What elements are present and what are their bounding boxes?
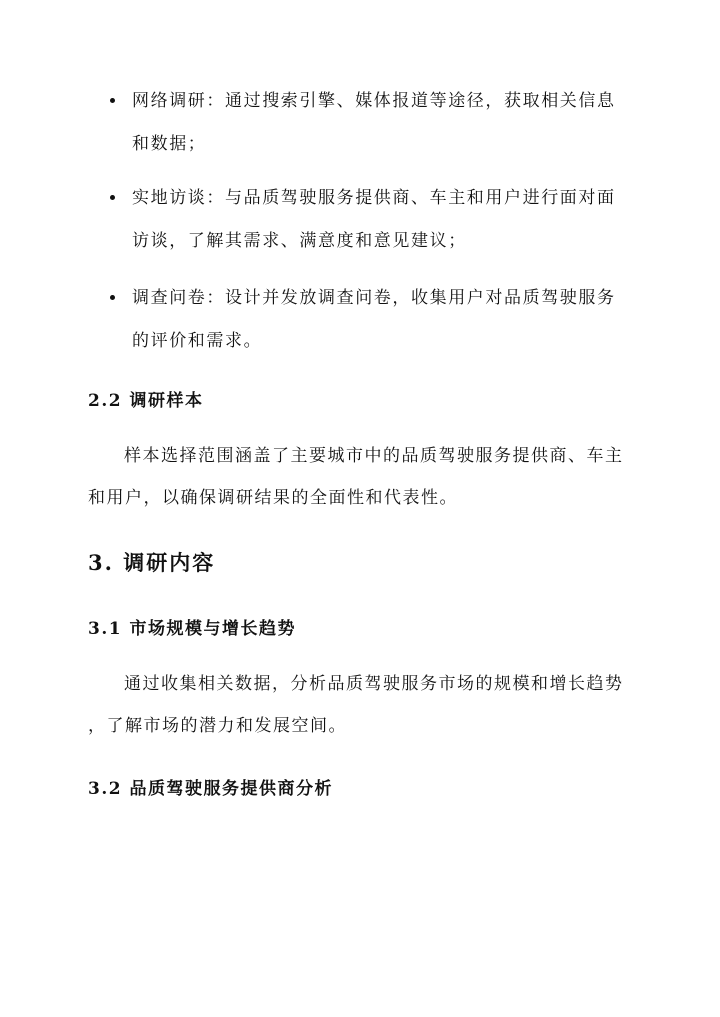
bullet-dot-icon bbox=[110, 295, 115, 300]
bullet-text-line-1: 网络调研：通过搜索引擎、媒体报道等途径，获取相关信息 bbox=[132, 91, 616, 111]
section-heading-3-1: 3.1 市场规模与增长趋势 bbox=[88, 619, 296, 639]
bullet-dot-icon bbox=[110, 98, 115, 103]
bullet-dot-icon bbox=[110, 195, 115, 200]
bullet-text-line-1: 调查问卷：设计并发放调查问卷，收集用户对品质驾驶服务 bbox=[132, 288, 616, 308]
paragraph-line: 样本选择范围涵盖了主要城市中的品质驾驶服务提供商、车主 bbox=[124, 446, 624, 466]
bullet-text-line-2: 的评价和需求。 bbox=[132, 331, 263, 351]
bullet-text-line-2: 和数据； bbox=[132, 134, 207, 154]
bullet-text-line-2: 访谈，了解其需求、满意度和意见建议； bbox=[132, 231, 467, 251]
paragraph-line: ，了解市场的潜力和发展空间。 bbox=[88, 716, 347, 736]
paragraph-line: 和用户，以确保调研结果的全面性和代表性。 bbox=[88, 488, 458, 508]
section-heading-3: 3. 调研内容 bbox=[88, 550, 216, 575]
bullet-text-line-1: 实地访谈：与品质驾驶服务提供商、车主和用户进行面对面 bbox=[132, 188, 616, 208]
section-heading-3-2: 3.2 品质驾驶服务提供商分析 bbox=[88, 779, 333, 799]
section-heading-2-2: 2.2 调研样本 bbox=[88, 391, 204, 411]
paragraph-line: 通过收集相关数据，分析品质驾驶服务市场的规模和增长趋势 bbox=[124, 674, 624, 694]
